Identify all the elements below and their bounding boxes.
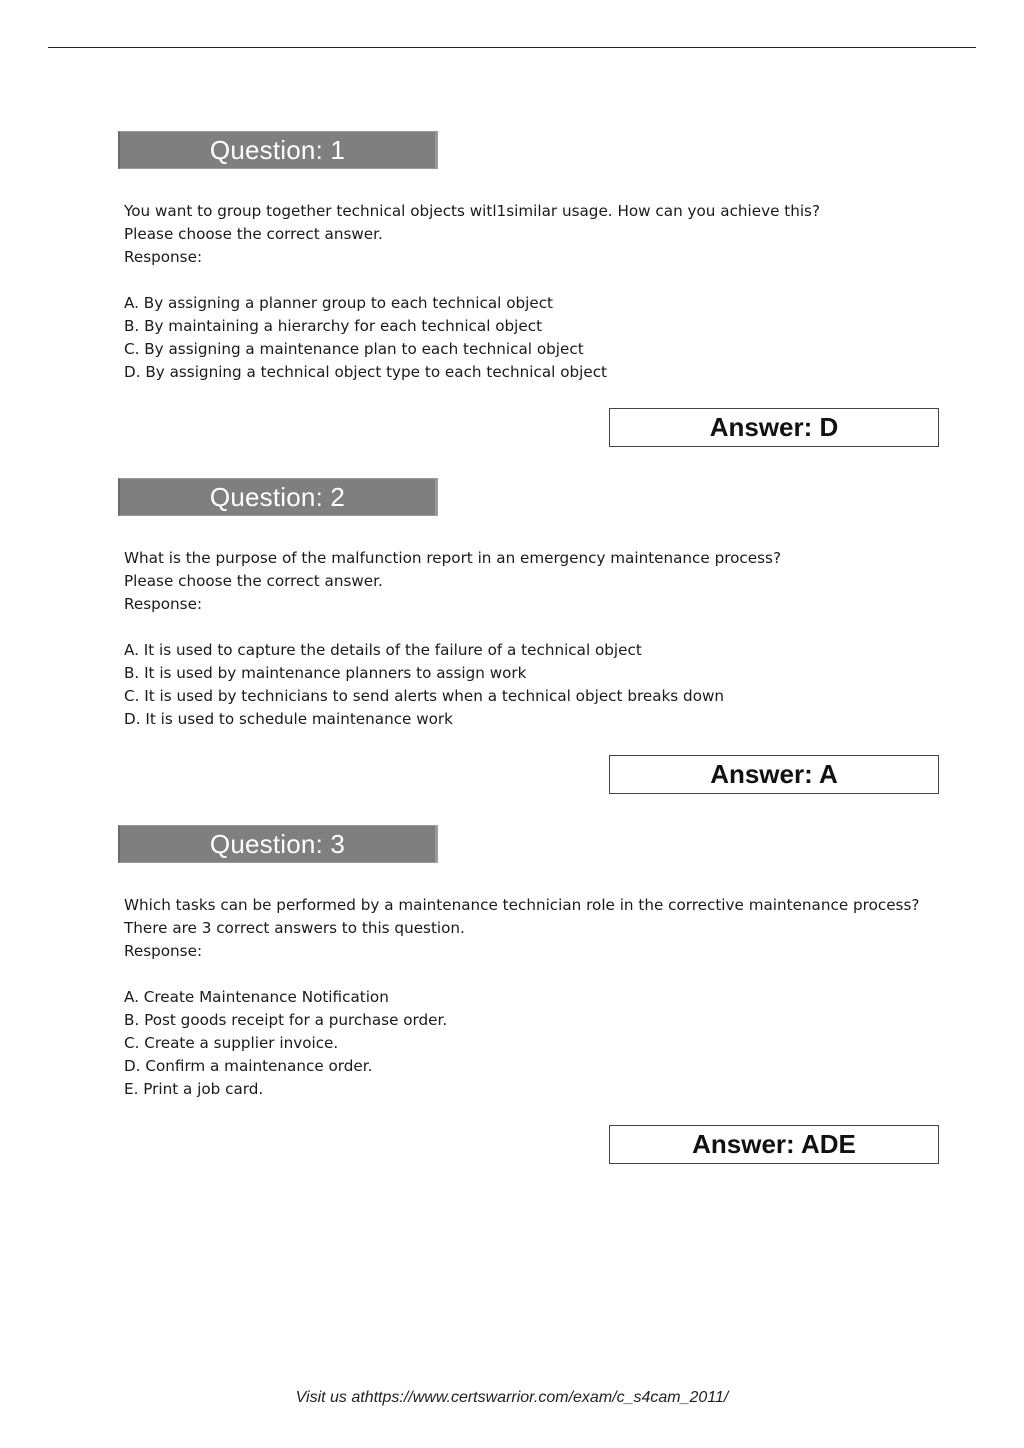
question-2-option-a: A. It is used to capture the details of the failure of a technical object	[124, 641, 642, 659]
question-3-answer: Answer: ADE	[692, 1129, 856, 1159]
question-1-answer: Answer: D	[709, 412, 839, 442]
question-1-option-a: A. By assigning a planner group to each technical object	[124, 294, 554, 312]
question-1-option-b: B. By maintaining a hierarchy for each technical object	[124, 317, 543, 335]
question-3-instruction: There are 3 correct answers to this question.	[124, 919, 465, 937]
question-1-instruction: Please choose the correct answer.	[124, 225, 383, 243]
question-1-response-label: Response:	[124, 248, 203, 266]
top-rule	[48, 47, 976, 48]
question-2-answer: Answer: A	[710, 759, 838, 789]
question-1-option-c: C. By assigning a maintenance plan to each technical object	[124, 340, 584, 358]
question-1-body	[124, 200, 954, 384]
question-3-option-c: C. Create a supplier invoice.	[124, 1034, 339, 1052]
question-3-option-b: B. Post goods receipt for a purchase order.	[124, 1011, 448, 1029]
footer-link[interactable]: Visit us athttps://www.certswarrior.com/exam/c_s4cam_2011/	[295, 1389, 729, 1406]
question-2-option-d: D. It is used to schedule maintenance work	[124, 710, 453, 728]
question-2-answer-box	[609, 755, 939, 794]
question-1-option-d: D. By assigning a technical object type to each technical object	[124, 363, 608, 381]
question-2-text: What is the purpose of the malfunction report in an emergency maintenance process?	[124, 549, 782, 567]
question-1-text: You want to group together technical objects witl1similar usage. How can you achieve this?	[124, 202, 821, 220]
question-3-body	[124, 894, 954, 1101]
question-2-option-c: C. It is used by technicians to send alerts when a technical object breaks down	[124, 687, 725, 705]
question-2-option-b: B. It is used by maintenance planners to assign work	[124, 664, 527, 682]
question-2-heading	[118, 478, 438, 516]
question-2-body	[124, 547, 954, 731]
question-1-answer-box	[609, 408, 939, 447]
question-3-heading	[118, 825, 438, 863]
question-2-response-label: Response:	[124, 595, 203, 613]
question-3-option-a: A. Create Maintenance Notification	[124, 988, 389, 1006]
question-3-option-d: D. Confirm a maintenance order.	[124, 1057, 373, 1075]
question-1-heading	[118, 131, 438, 169]
question-3-option-e: E. Print a job card.	[124, 1080, 264, 1098]
question-1-heading-text: Question: 1	[209, 135, 346, 165]
question-3-answer-box	[609, 1125, 939, 1164]
question-2-instruction: Please choose the correct answer.	[124, 572, 383, 590]
question-3-heading-text: Question: 3	[209, 829, 346, 859]
question-3-text: Which tasks can be performed by a maintenance technician role in the corrective maintenance process?	[124, 896, 920, 914]
question-3-response-label: Response:	[124, 942, 203, 960]
question-2-heading-text: Question: 2	[209, 482, 346, 512]
